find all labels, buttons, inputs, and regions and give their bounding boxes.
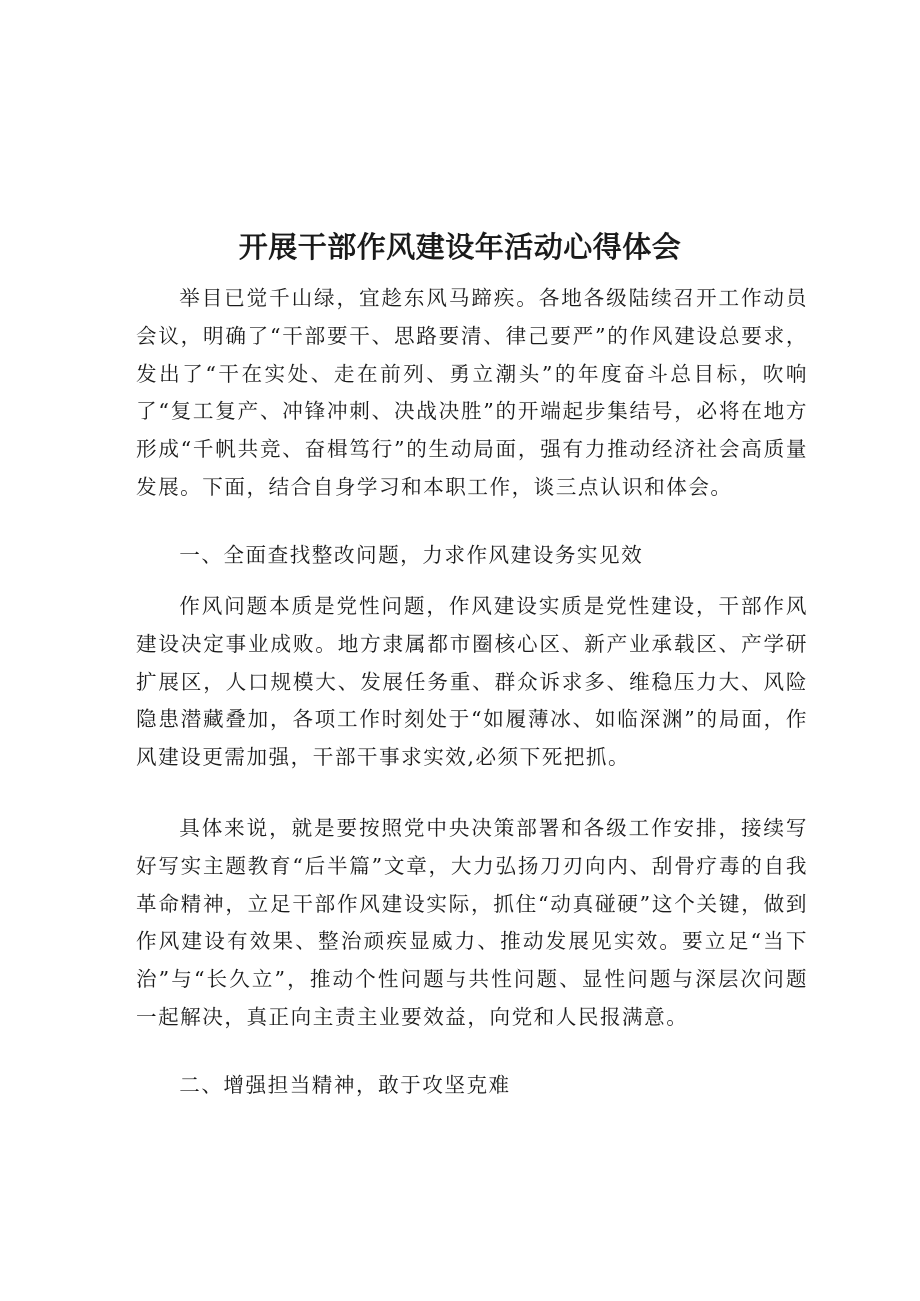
paragraph-section-1-b: 具体来说，就是要按照党中央决策部署和各级工作安排，接续写好写实主题教育“后半篇”文章，大力弘扬刀刃向内、刮骨疗毒的自我革命精神，立足干部作风建设实际，抓住“动真碰硬”这个关键，做到作风建设有效果、整治顽疾显威力、推动发展见实效。要立足“当下治”与“长久立”，推动个性问题与共性问题、显性问题与深层次问题一起解决，真正向主责主业要效益，向党和人民报满意。 [136, 816, 808, 1029]
section-heading-2: 二、增强担当精神，敢于攻坚克难 [179, 1073, 511, 1097]
document-title: 开展干部作风建设年活动心得体会 [238, 230, 682, 264]
section-heading-1: 一、全面查找整改问题，力求作风建设务实见效 [179, 543, 644, 567]
paragraph-intro: 举目已觉千山绿，宜趁东风马蹄疾。各地各级陆续召开工作动员会议，明确了“干部要干、思路要清、律己要严”的作风建设总要求，发出了“干在实处、走在前列、勇立潮头”的年度奋斗总目标，吹响了“复工复产、冲锋冲刺、决战决胜”的开端起步集结号，必将在地方形成“千帆共竞、奋楫笃行”的生动局面，强有力推动经济社会高质量发展。下面，结合自身学习和本职工作，谈三点认识和体会。 [136, 286, 808, 499]
paragraph-section-1-a: 作风问题本质是党性问题，作风建设实质是党性建设，干部作风建设决定事业成败。地方隶属都市圈核心区、新产业承载区、产学研扩展区，人口规模大、发展任务重、群众诉求多、维稳压力大、风险隐患潜藏叠加，各项工作时刻处于“如履薄冰、如临深渊”的局面，作风建设更需加强，干部干事求实效,必须下死把抓。 [136, 594, 808, 770]
